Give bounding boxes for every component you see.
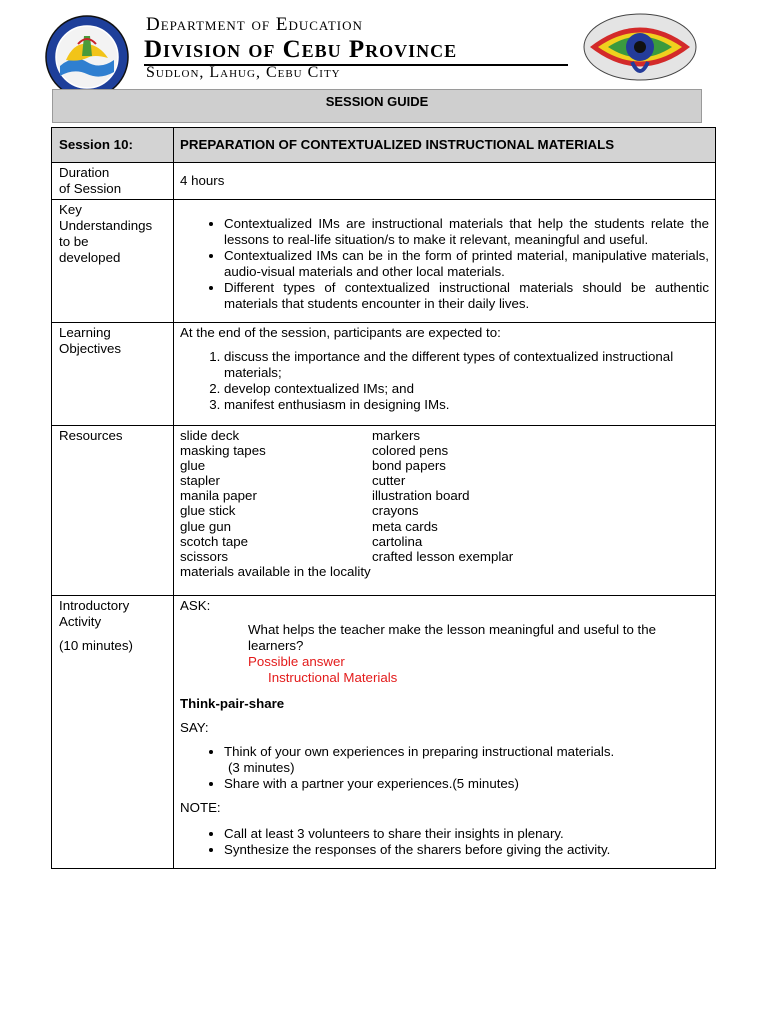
resource-item: manila paper [180,488,257,504]
say-item-duration: (3 minutes) [228,759,295,775]
list-item: • Contextualized IMs are instructional materials that help the students relate the lessons to real-life situation/s to make it relevant, meaningful and useful. [224,216,709,248]
session-title: PREPARATION OF CONTEXTUALIZED INSTRUCTIONAL MATERIALS [174,128,716,163]
key-label-line: Key [59,202,82,217]
resource-item: glue [180,458,206,474]
possible-answer: Instructional Materials [268,669,398,685]
resource-item: scissors [180,548,229,564]
introductory-activity-label [52,595,174,868]
resources-content [174,426,716,596]
resource-item: glue gun [180,518,232,534]
intro-duration: (10 minutes) [59,637,133,653]
list-item: • Synthesize the responses of the sharers before giving the activity. [224,842,709,858]
session-header-row [52,128,716,163]
list-item: • Share with a partner your experiences.(5 minutes) [224,776,709,792]
possible-answer-label: Possible answer [248,653,345,669]
resources-row [52,426,716,596]
note-list [180,826,709,858]
resource-item: stapler [180,473,220,489]
say-item-text: Think of your own experiences in preparing instructional materials. [224,743,615,759]
say-list [180,744,709,792]
objectives-label-line: Learning [59,325,111,340]
resource-item: bond papers [372,458,446,474]
letterhead-department: Department of Education [146,14,363,35]
session-guide-title: SESSION GUIDE [52,89,702,123]
resource-item: markers [372,428,421,443]
ask-label: ASK: [180,597,211,613]
intro-label-line: Activity [59,613,102,629]
list-item [224,744,709,776]
note-label: NOTE: [180,799,221,815]
key-label-line: to be [59,234,89,249]
introductory-activity-row [52,595,716,868]
division-seal-icon [44,14,130,100]
key-label-line: developed [59,250,121,265]
resources-label: Resources [52,426,174,596]
resources-grid [180,428,709,564]
duration-label-line: Duration [59,165,110,180]
resource-item: materials available in the locality [180,563,371,579]
think-pair-share-heading: Think-pair-share [180,695,285,711]
objectives-list [180,349,709,413]
key-understandings-content [174,200,716,323]
resource-item: cutter [372,473,406,489]
resource-item: crayons [372,503,419,519]
learning-objectives-label [52,323,174,426]
key-understandings-list [180,216,709,312]
duration-row [52,163,716,200]
session-number: Session 10: [52,128,174,163]
say-label: SAY: [180,719,209,735]
objectives-intro: At the end of the session, participants are expected to: [180,325,501,340]
resource-item: illustration board [372,488,470,504]
duration-label-line: of Session [59,181,122,196]
resource-item: cartolina [372,533,423,549]
list-item: 2. develop contextualized IMs; and [224,381,709,397]
list-item: 3. manifest enthusiasm in designing IMs. [224,397,709,413]
session-guide-table [51,127,716,869]
resource-item: colored pens [372,443,449,459]
list-item: • Different types of contextualized instructional materials should be authentic materials that students encounter in their daily lives. [224,280,709,312]
list-item: • Contextualized IMs can be in the form of printed material, manipulative materials, audio-visual materials and other local materials. [224,248,709,280]
letterhead-address: Sudlon, Lahug, Cebu City [146,64,341,81]
key-understandings-row [52,200,716,323]
eye-logo-icon [580,10,700,84]
resource-item: scotch tape [180,533,249,549]
intro-label-line: Introductory [59,597,130,613]
resource-item: glue stick [180,503,236,519]
resource-item: crafted lesson exemplar [372,548,514,564]
objectives-label-line: Objectives [59,341,122,356]
key-understandings-label [52,200,174,323]
list-item: • Call at least 3 volunteers to share their insights in plenary. [224,826,709,842]
resource-item: meta cards [372,518,438,534]
learning-objectives-content [174,323,716,426]
resource-item: slide deck [180,428,240,443]
letterhead-division: Division of Cebu Province [144,36,458,63]
learning-objectives-row [52,323,716,426]
letterhead [0,0,768,90]
introductory-activity-content [174,595,716,868]
duration-value: 4 hours [174,163,716,200]
list-item: 1. discuss the importance and the different types of contextualized instructional materials; [224,349,709,381]
resource-item: masking tapes [180,443,266,459]
ask-question: What helps the teacher make the lesson meaningful and useful to the learners? [248,621,657,653]
key-label-line: Understandings [59,218,153,233]
duration-label [52,163,174,200]
